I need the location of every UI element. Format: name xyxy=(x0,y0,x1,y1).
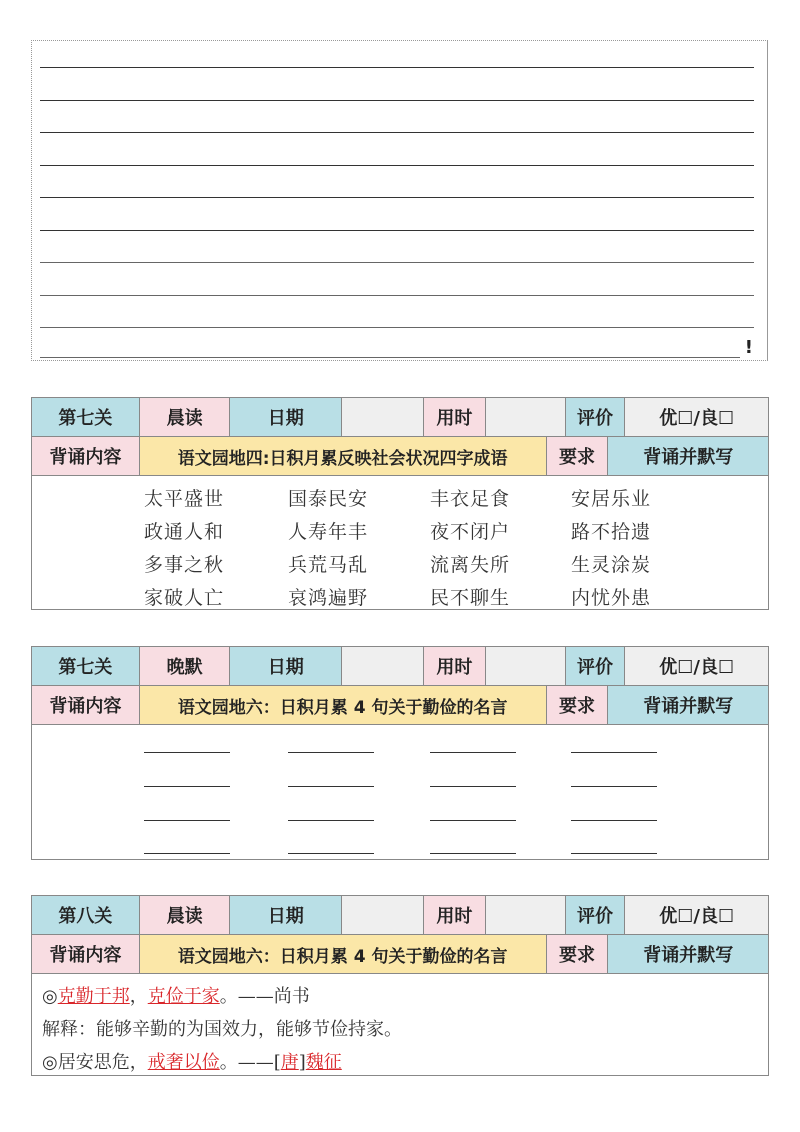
quote-mark: ◎ xyxy=(42,986,58,1007)
quote-text: 。——[ xyxy=(219,1052,281,1073)
writing-line xyxy=(40,67,754,68)
header-row xyxy=(32,398,768,437)
writing-line xyxy=(40,165,754,166)
stage-label: 第八关 xyxy=(32,896,140,934)
answer-blank[interactable] xyxy=(144,752,230,753)
quote-text: ， xyxy=(129,986,148,1007)
quote-text: ] xyxy=(298,1052,306,1073)
level-seven-evening-table xyxy=(31,646,769,860)
content-row xyxy=(32,935,768,974)
time-field[interactable] xyxy=(486,896,566,934)
quote-text: 。——尚书 xyxy=(219,986,310,1007)
quote-highlight: 克勤于邦 xyxy=(57,986,130,1007)
rating-label: 评价 xyxy=(566,647,626,685)
header-row xyxy=(32,896,768,935)
answer-blank[interactable] xyxy=(571,786,657,787)
idiom: 多事之秋 xyxy=(144,554,225,576)
idiom: 丰衣足食 xyxy=(430,488,511,510)
level-eight-table xyxy=(31,895,769,1076)
answer-blank[interactable] xyxy=(571,820,657,821)
content-title: 语文园地六：日积月累 4 句关于勤俭的名言 xyxy=(140,935,547,973)
idiom: 流离失所 xyxy=(430,554,511,576)
date-label: 日期 xyxy=(230,647,342,685)
idiom: 安居乐业 xyxy=(571,488,652,510)
require-label: 要求 xyxy=(547,686,609,724)
require-label: 要求 xyxy=(547,935,609,973)
content-label: 背诵内容 xyxy=(32,686,140,724)
quote-area xyxy=(32,974,768,1075)
blank-grid[interactable] xyxy=(32,725,768,859)
idiom: 哀鸿遍野 xyxy=(288,587,369,609)
writing-line xyxy=(40,230,754,231)
quote-line xyxy=(42,1048,342,1074)
content-row xyxy=(32,686,768,725)
answer-blank[interactable] xyxy=(430,752,516,753)
level-seven-morning-table xyxy=(31,397,769,610)
idiom: 国泰民安 xyxy=(288,488,369,510)
rating-label: 评价 xyxy=(566,896,626,934)
session-label: 晚默 xyxy=(140,647,231,685)
answer-blank[interactable] xyxy=(288,752,374,753)
writing-line xyxy=(40,327,754,328)
idiom: 路不拾遗 xyxy=(571,521,652,543)
writing-line xyxy=(40,197,754,198)
quote-author: 魏征 xyxy=(305,1052,342,1073)
quote-line xyxy=(42,982,310,1008)
rating-options[interactable]: 优☐/良☐ xyxy=(625,896,768,934)
content-label: 背诵内容 xyxy=(32,935,140,973)
writing-box[interactable] xyxy=(31,40,768,361)
idiom: 政通人和 xyxy=(144,521,225,543)
requirement: 背诵并默写 xyxy=(608,686,768,724)
idiom: 兵荒马乱 xyxy=(288,554,369,576)
answer-blank[interactable] xyxy=(288,786,374,787)
answer-blank[interactable] xyxy=(144,820,230,821)
rating-label: 评价 xyxy=(566,398,626,436)
date-field[interactable] xyxy=(342,398,424,436)
stage-label: 第七关 xyxy=(32,398,140,436)
idiom: 家破人亡 xyxy=(144,587,225,609)
quote-dynasty: 唐 xyxy=(280,1052,299,1073)
time-field[interactable] xyxy=(486,398,566,436)
date-field[interactable] xyxy=(342,896,424,934)
answer-blank[interactable] xyxy=(288,820,374,821)
date-field[interactable] xyxy=(342,647,424,685)
quote-highlight: 戒奢以俭 xyxy=(147,1052,220,1073)
idiom-grid xyxy=(32,476,768,609)
answer-blank[interactable] xyxy=(430,853,516,854)
session-label: 晨读 xyxy=(140,896,231,934)
header-row xyxy=(32,647,768,686)
quote-mark: ◎ xyxy=(42,1052,58,1073)
session-label: 晨读 xyxy=(140,398,231,436)
date-label: 日期 xyxy=(230,398,342,436)
answer-blank[interactable] xyxy=(571,752,657,753)
idiom: 夜不闭户 xyxy=(430,521,511,543)
idiom: 生灵涂炭 xyxy=(571,554,652,576)
answer-blank[interactable] xyxy=(430,820,516,821)
content-title: 语文园地六：日积月累 4 句关于勤俭的名言 xyxy=(140,686,547,724)
content-row xyxy=(32,437,768,476)
content-title: 语文园地四:日积月累反映社会状况四字成语 xyxy=(140,437,547,475)
idiom: 太平盛世 xyxy=(144,488,225,510)
idiom: 民不聊生 xyxy=(430,587,511,609)
stage-label: 第七关 xyxy=(32,647,140,685)
time-label: 用时 xyxy=(424,896,486,934)
requirement: 背诵并默写 xyxy=(608,437,768,475)
answer-blank[interactable] xyxy=(288,853,374,854)
idiom: 人寿年丰 xyxy=(288,521,369,543)
quote-highlight: 克俭于家 xyxy=(147,986,220,1007)
require-label: 要求 xyxy=(547,437,609,475)
answer-blank[interactable] xyxy=(144,853,230,854)
writing-line xyxy=(40,262,754,263)
writing-line xyxy=(40,357,740,358)
quote-text: 居安思危， xyxy=(57,1052,148,1073)
time-label: 用时 xyxy=(424,647,486,685)
explanation-line: 解释：能够辛勤的为国效力，能够节俭持家。 xyxy=(42,1019,402,1040)
writing-line xyxy=(40,295,754,296)
answer-blank[interactable] xyxy=(144,786,230,787)
requirement: 背诵并默写 xyxy=(608,935,768,973)
rating-options[interactable]: 优☐/良☐ xyxy=(625,398,768,436)
answer-blank[interactable] xyxy=(430,786,516,787)
time-label: 用时 xyxy=(424,398,486,436)
idiom: 内忧外患 xyxy=(571,587,652,609)
date-label: 日期 xyxy=(230,896,342,934)
time-field[interactable] xyxy=(486,647,566,685)
end-mark: ! xyxy=(744,337,753,358)
content-label: 背诵内容 xyxy=(32,437,140,475)
rating-options[interactable]: 优☐/良☐ xyxy=(625,647,768,685)
writing-line xyxy=(40,100,754,101)
writing-line xyxy=(40,132,754,133)
answer-blank[interactable] xyxy=(571,853,657,854)
